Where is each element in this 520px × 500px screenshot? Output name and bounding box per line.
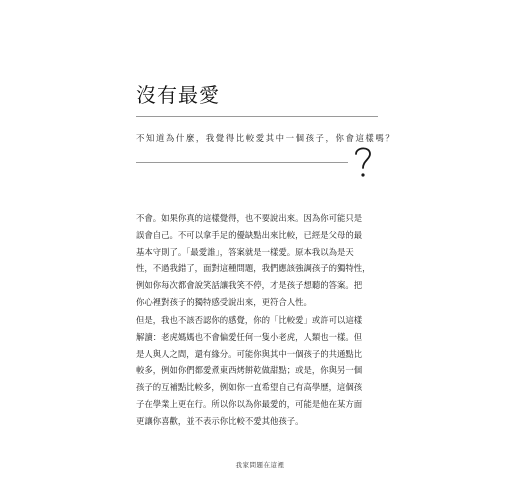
- paragraph-line: 性，不過我錯了，面對這種問題，我們應該強調孩子的獨特性，: [136, 263, 371, 274]
- paragraph-line: 更讓你喜歡，並不表示你比較不愛其他孩子。: [136, 415, 304, 426]
- paragraph-line: 子在學業上更在行。所以你以為你最愛的，可能是他在某方面: [136, 398, 363, 409]
- paragraph-line: 是人與人之間，還有緣分。可能你與其中一個孩子的共通點比: [136, 348, 363, 359]
- running-footer: 我家問題在這裡: [235, 461, 285, 469]
- divider-top: [136, 116, 378, 117]
- paragraph-line: 解讀：老虎媽媽也不會偏愛任何一隻小老虎，人類也一樣。但: [136, 331, 363, 342]
- paragraph-line: 不會。如果你真的這樣覺得，也不要說出來。因為你可能只是: [136, 213, 363, 223]
- answer-paragraph-2: [136, 312, 386, 430]
- chapter-title: 沒有最愛: [136, 83, 220, 108]
- divider-bottom: [136, 162, 348, 163]
- paragraph-line: 較多，例如你們都愛煮東西烤餅乾做甜點；或是，你與另一個: [136, 365, 363, 376]
- paragraph-line: 孩子的互補點比較多，例如你一直希望自己有高學歷，這個孩: [136, 382, 363, 393]
- paragraph-line: 例如你每次都會說笑話讓我笑不停，才是孩子想聽的答案。把: [136, 280, 363, 291]
- paragraph-line: 你心裡對孩子的獨特感受說出來，更符合人性。: [136, 296, 312, 307]
- reader-question: 不知道為什麼，我覺得比較愛其中一個孩子，你會這樣嗎？: [136, 133, 396, 143]
- answer-paragraph-1: [136, 210, 386, 311]
- paragraph-line: 但是，我也不該否認你的感覺，你的「比較愛」或許可以這樣: [136, 315, 363, 325]
- paragraph-line: 基本守則了。「最愛誰」，答案就是一樣愛。原本我以為是天: [136, 246, 354, 257]
- paragraph-line: 誤會自己。不可以拿手足的優缺點出來比較，已經是父母的最: [136, 229, 363, 240]
- question-mark-icon: [350, 144, 376, 180]
